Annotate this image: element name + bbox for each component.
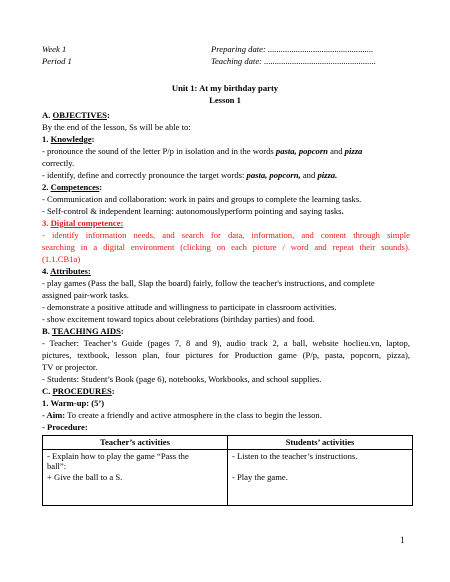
aim-line: - Aim: To create a friendly and active atmosphere in the class to begin the lesson. <box>42 410 322 420</box>
procedure-label: - Procedure: <box>42 422 88 432</box>
student-line <box>232 461 408 472</box>
students-activities-header: Students’ activities <box>228 436 413 450</box>
attributes-line-1: - play games (Pass the ball, Slap the board) fairly, follow the teacher's instructions, and complete <box>42 278 375 288</box>
section-a-heading: A. OBJECTIVES: <box>42 110 110 120</box>
attributes-line-4: - show excitement toward topics about celebrations (birthday parties) and food. <box>42 314 315 324</box>
knowledge-line-3: - identify, define and correctly pronounce the target words: pasta, popcorn, and pizza. <box>42 170 338 180</box>
digital-line-2: searching in a digital environment (clicking on each picture / word and repeat their sounds). <box>42 242 410 252</box>
digital-line-1: - identify information needs, and search for data, information, and content through simple <box>42 230 410 240</box>
section-b-heading: B. TEACHING AIDS: <box>42 326 124 336</box>
teacher-activities-cell <box>43 449 228 506</box>
activities-table <box>42 435 413 506</box>
aids-line-1: - Teacher: Teacher’s Guide (pages 7, 8 and 9), audio track 2, a ball, website hoclieu.vn, laptop, <box>42 338 410 348</box>
aids-line-2: pictures, textbook, lesson plan, four pictures for Production game (P/p, pasta, popcorn, pizza), <box>42 350 410 360</box>
students-activities-cell <box>228 449 413 506</box>
table-row <box>43 449 413 506</box>
knowledge-line-1: - pronounce the sound of the letter P/p in isolation and in the words pasta, popcorn and pizza <box>42 146 363 156</box>
teacher-line: + Give the ball to a S. <box>47 471 123 482</box>
page-number: 1 <box>400 535 405 545</box>
competences-line-1: - Communication and collaboration: work in pairs and groups to complete the learning tasks. <box>42 194 362 204</box>
student-line: - Listen to the teacher’s instructions. <box>232 450 358 461</box>
unit-title: Unit 1: At my birthday party <box>171 83 279 93</box>
attributes-line-3: - demonstrate a positive attitude and willingness to participate in classroom activities. <box>42 302 337 312</box>
attributes-heading: 4. Attributes: <box>42 266 91 276</box>
objectives-intro: By the end of the lesson, Ss will be able to: <box>42 122 191 132</box>
teacher-activities-header: Teacher’s activities <box>43 436 228 450</box>
section-c-heading: C. PROCEDURES: <box>42 386 115 396</box>
teaching-date: Teaching date: .................................................... <box>211 56 376 66</box>
attributes-line-2: assigned pair-work tasks. <box>42 290 129 300</box>
student-line: - Play the game. <box>232 471 288 482</box>
warmup-heading: 1. Warm-up: (5’) <box>42 398 105 408</box>
aids-line-3: TV or projector. <box>42 362 98 372</box>
preparing-date: Preparing date: ................................................. <box>211 44 374 54</box>
period-label: Period 1 <box>42 56 72 66</box>
teacher-line: - Explain how to play the game “Pass the <box>47 450 189 461</box>
aids-line-4: - Students: Student’s Book (page 6), notebooks, Workbooks, and school supplies. <box>42 374 322 384</box>
lesson-title: Lesson 1 <box>209 95 241 105</box>
digital-line-3: (1.1.CB1a) <box>42 254 81 264</box>
knowledge-line-2: correctly. <box>42 158 75 168</box>
knowledge-heading: 1. Knowledge: <box>42 134 95 144</box>
competences-heading: 2. Competences: <box>42 182 103 192</box>
digital-heading: 3. Digital competence: <box>42 218 124 228</box>
table-header-row <box>43 436 413 450</box>
week-label: Week 1 <box>42 44 67 54</box>
teacher-line: ball”: <box>47 461 67 471</box>
competences-line-2: - Self-control & independent learning: autonomouslyperform pointing and saying tasks. <box>42 206 344 216</box>
